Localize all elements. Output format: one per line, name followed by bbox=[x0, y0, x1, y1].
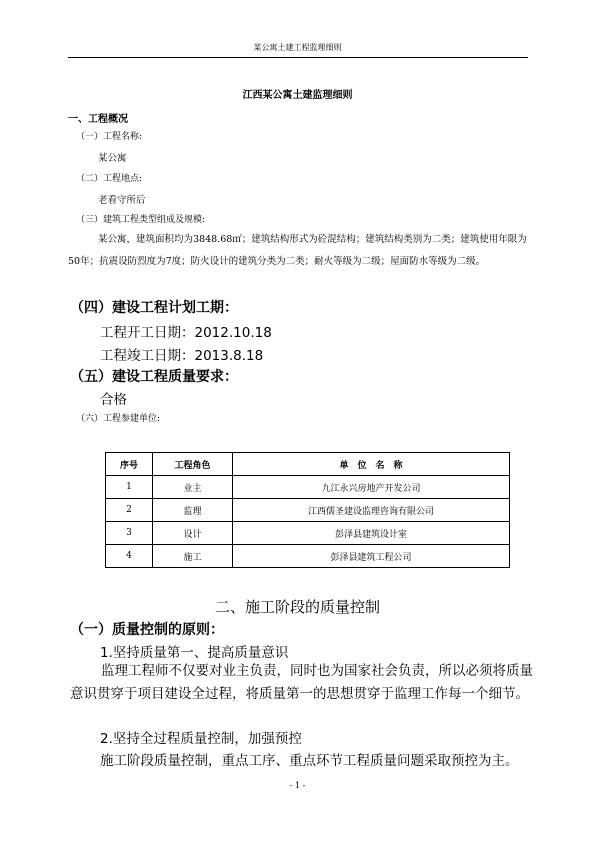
section2-heading: 二、施工阶段的质量控制 bbox=[214, 598, 380, 616]
item4-heading: （四）建设工程计划工期： bbox=[70, 300, 238, 316]
participating-units-table bbox=[105, 452, 510, 568]
header-cell-role: 工程角色 bbox=[153, 453, 233, 476]
cell-role: 设计 bbox=[153, 522, 233, 545]
cell-unit-name: 彭泽县建筑工程公司 bbox=[233, 545, 510, 568]
cell-role: 业主 bbox=[153, 476, 233, 499]
end-date: 工程竣工日期：2013.8.18 bbox=[100, 348, 264, 364]
principle2-title: 2.坚持全过程质量控制，加强预控 bbox=[100, 731, 302, 747]
table-header-row bbox=[106, 453, 510, 476]
cell-role: 施工 bbox=[153, 545, 233, 568]
principle1-body: 监理工程师不仅要对业主负责，同时也为国家社会负责，所以必须将质量意识贯穿于项目建设全过程，将质量第一的思想贯穿于监理工作每一个细节。 bbox=[70, 663, 533, 702]
cell-index: 3 bbox=[106, 522, 153, 545]
item2-value: 老看守所后 bbox=[98, 195, 146, 206]
item6-label: （六）工程参建单位: bbox=[76, 414, 161, 424]
item2-label: （二）工程地点: bbox=[76, 174, 143, 184]
item5-heading: （五）建设工程质量要求： bbox=[70, 369, 238, 385]
cell-index: 1 bbox=[106, 476, 153, 499]
table-row bbox=[106, 476, 510, 499]
page-header: 某公寓土建工程监理细则 bbox=[253, 43, 342, 52]
table-row bbox=[106, 545, 510, 568]
table-row bbox=[106, 522, 510, 545]
cell-unit-name: 九江永兴房地产开发公司 bbox=[233, 476, 510, 499]
item3-label: （三）建筑工程类型组成及规模: bbox=[76, 215, 206, 225]
header-divider bbox=[68, 57, 528, 58]
item3-paragraph: 某公寓，建筑面积均为3848.68㎡；建筑结构形式为砼混结构；建筑结构类别为二类；建筑使用年限为50年；抗震设防烈度为7度；防火设计的建筑分类为二类；耐火等级为二级；屋面防水等级为二级。 bbox=[68, 234, 527, 267]
document-title: 江西某公寓土建监理细则 bbox=[242, 90, 353, 101]
item1-label: （一）工程名称: bbox=[76, 132, 143, 142]
table-row bbox=[106, 499, 510, 522]
principle1-title: 1.坚持质量第一、提高质量意识 bbox=[100, 645, 289, 661]
cell-index: 4 bbox=[106, 545, 153, 568]
header-cell-index: 序号 bbox=[106, 453, 153, 476]
cell-unit-name: 江西儒圣建设监理咨询有限公司 bbox=[233, 499, 510, 522]
principle2-body: 施工阶段质量控制，重点工序、重点环节工程质量问题采取预控为主。 bbox=[100, 753, 519, 769]
cell-unit-name: 彭泽县建筑设计室 bbox=[233, 522, 510, 545]
item1-value: 某公寓 bbox=[98, 153, 127, 164]
section1-heading: 一、工程概况 bbox=[68, 114, 128, 125]
cell-role: 监理 bbox=[153, 499, 233, 522]
sub1-heading: （一）质量控制的原则： bbox=[70, 622, 224, 638]
start-date: 工程开工日期：2012.10.18 bbox=[100, 325, 272, 341]
cell-index: 2 bbox=[106, 499, 153, 522]
page-number: - 1 - bbox=[289, 781, 306, 790]
item5-value: 合格 bbox=[100, 392, 127, 408]
header-cell-unit-name: 单 位 名 称 bbox=[233, 453, 510, 476]
